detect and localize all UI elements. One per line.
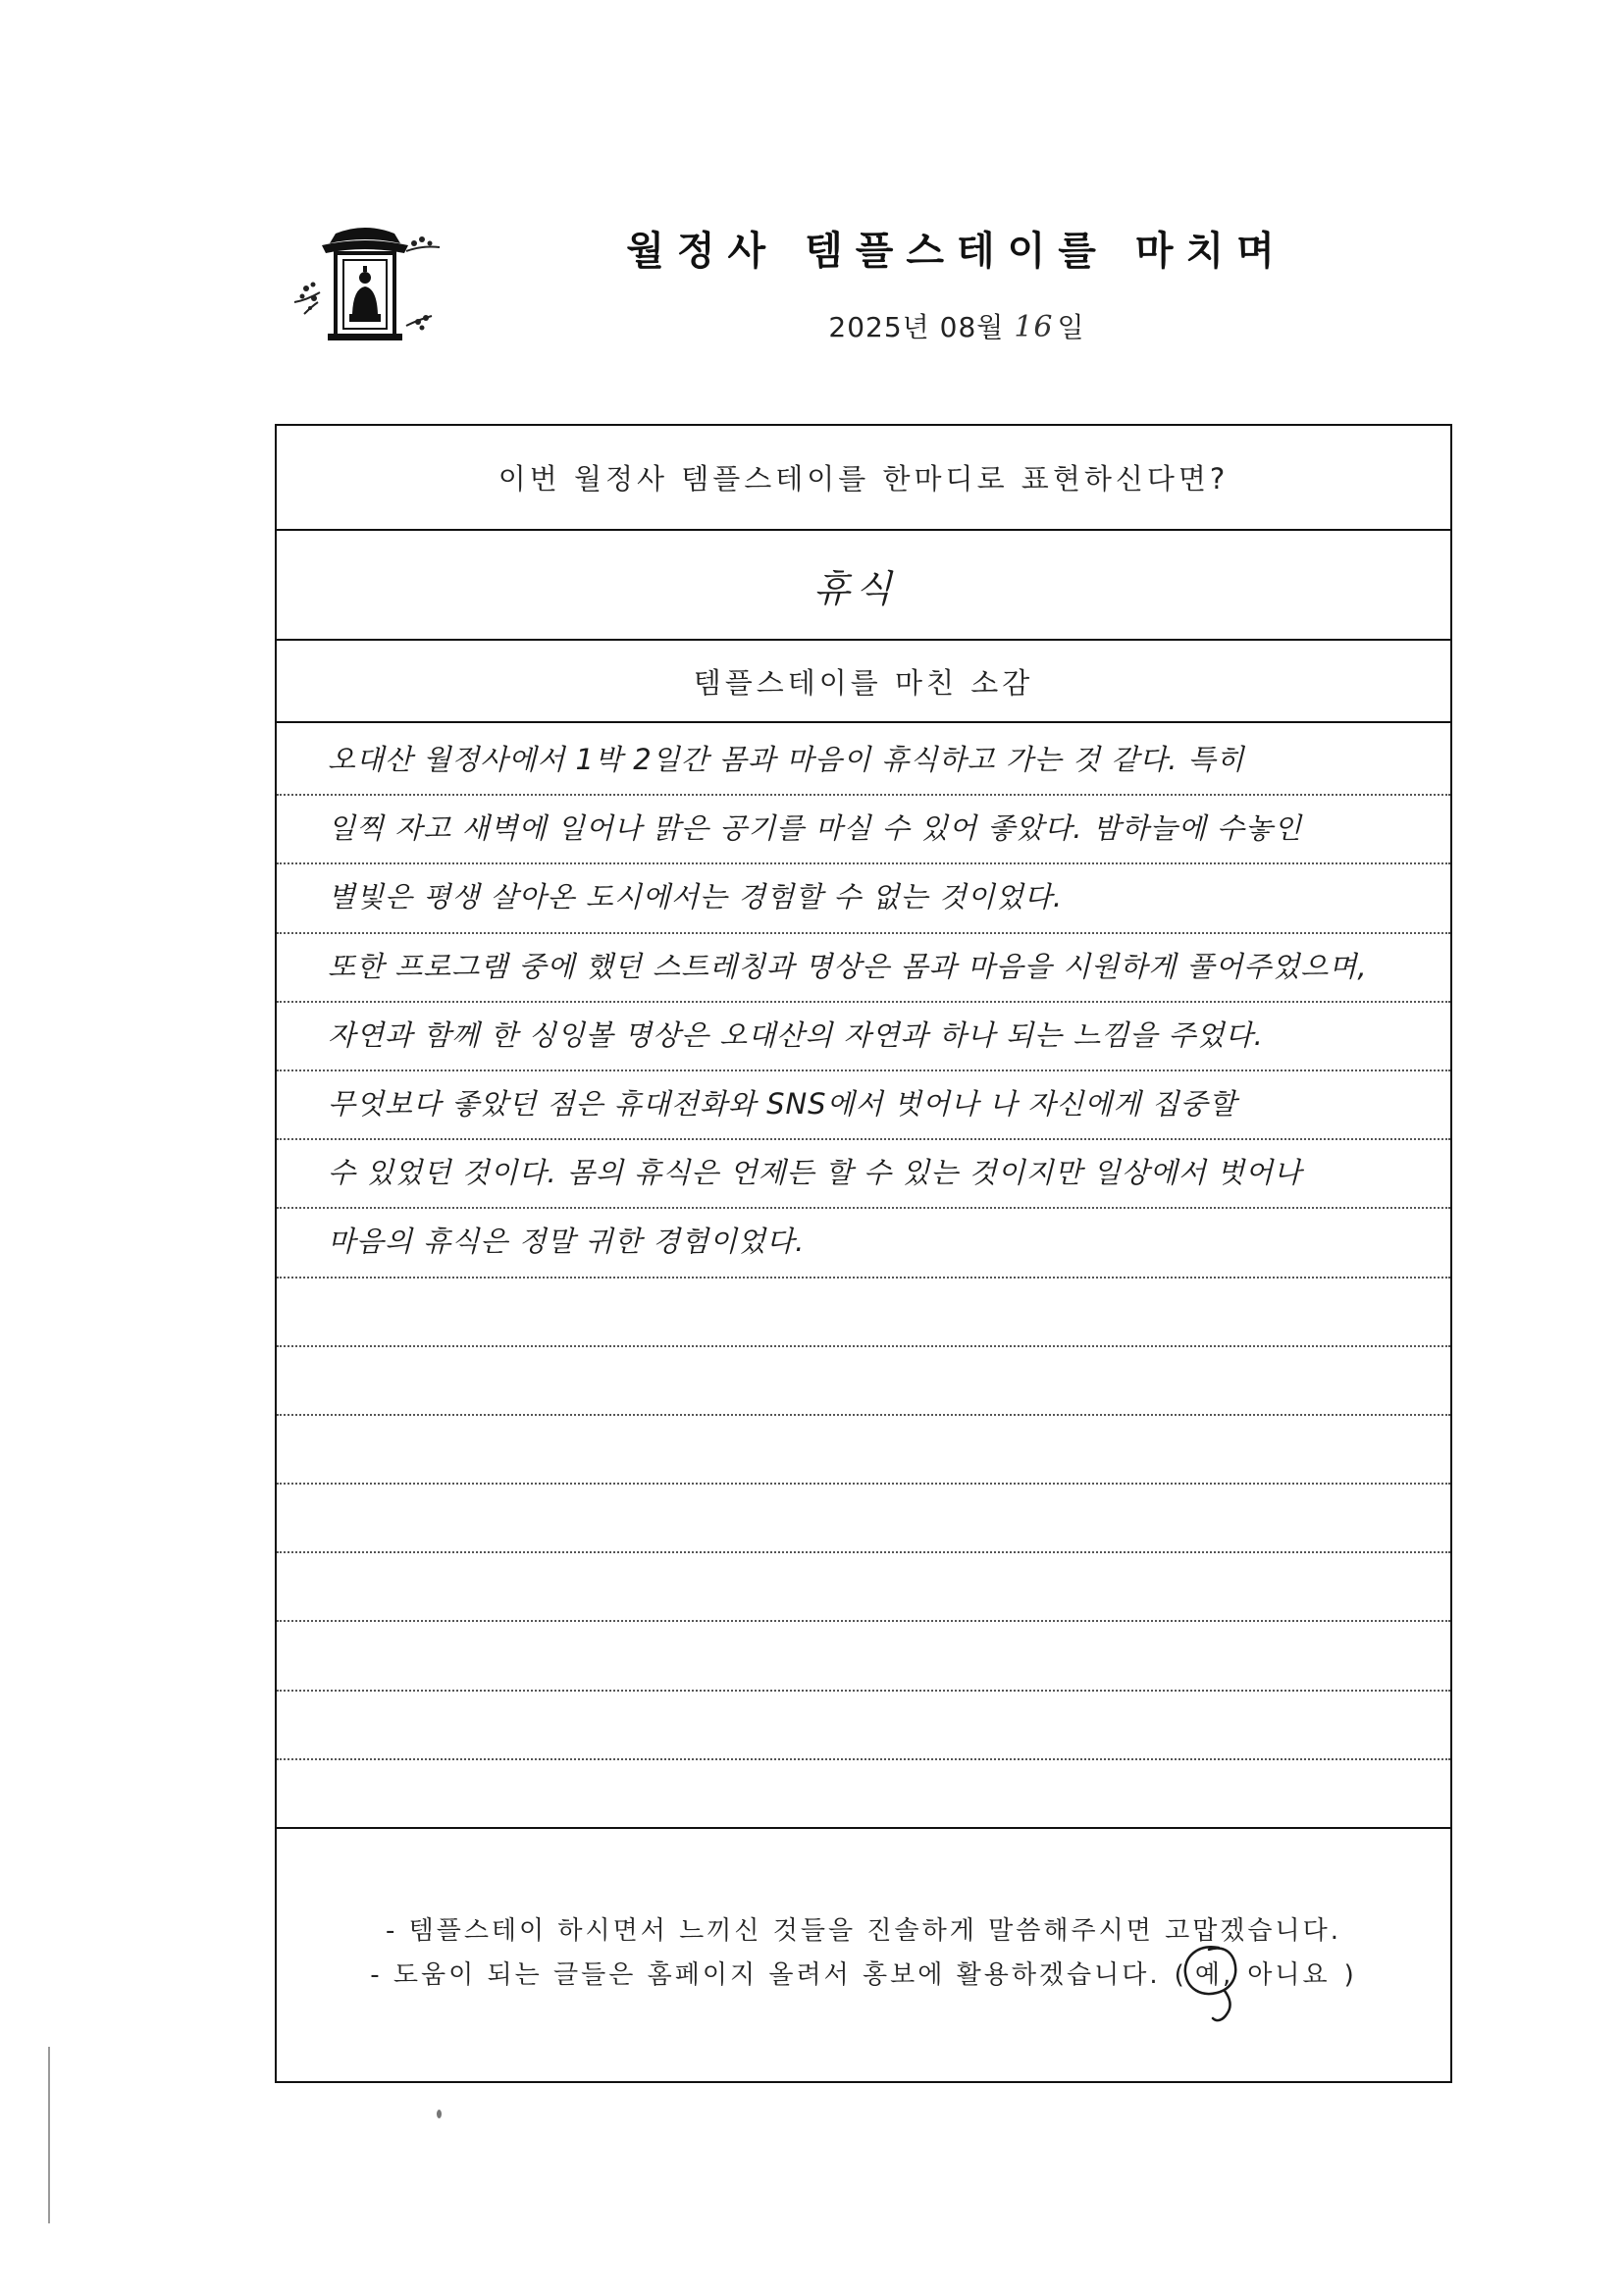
impression-line: 수 있었던 것이다. 몸의 휴식은 언제든 할 수 있는 것이지만 일상에서 벗어나 (277, 1140, 1450, 1209)
impression-line: 마음의 휴식은 정말 귀한 경험이었다. (277, 1209, 1450, 1278)
question-label: 이번 월정사 템플스테이를 한마디로 표현하신다면? (497, 462, 1230, 496)
option-yes (1195, 1954, 1223, 1998)
option-no-label: 아니요 (1247, 1960, 1331, 1990)
close-paren: ) (1343, 1960, 1357, 1990)
hand-drawn-circle-mark (1179, 1944, 1244, 2026)
impression-line: 오대산 월정사에서 1박 2일간 몸과 마음이 휴식하고 가는 것 같다. 특히 (277, 727, 1450, 796)
impression-line: 일찍 자고 새벽에 일어나 맑은 공기를 마실 수 있어 좋았다. 밤하늘에 수놓인 (277, 796, 1450, 864)
consent-text: - 도움이 되는 글들은 홈페이지 올려서 홍보에 활용하겠습니다. (370, 1960, 1161, 1990)
impression-line: 무엇보다 좋았던 점은 휴대전화와 SNS에서 벗어나 나 자신에게 집중할 (277, 1071, 1450, 1140)
feedback-form (275, 424, 1452, 2083)
date-prefix: 2025년 08월 (828, 311, 1005, 343)
scan-mark (48, 2047, 50, 2223)
ruled-line-empty (277, 1278, 1450, 1347)
ruled-line-empty (277, 1485, 1450, 1553)
ruled-line-empty (277, 1692, 1450, 1760)
ruled-line-empty (277, 1347, 1450, 1416)
option-separator: , (1222, 1960, 1234, 1990)
temple-seal-icon (285, 224, 446, 346)
answer-row (277, 531, 1450, 641)
ruled-line-empty (277, 1622, 1450, 1691)
temple-seal-graphic (285, 224, 446, 346)
open-paren: ( (1174, 1960, 1187, 1990)
ruled-line-empty (277, 1553, 1450, 1622)
answer-handwritten: 휴식 (813, 566, 898, 610)
form-footer (277, 1829, 1450, 2081)
date-line (550, 308, 1364, 347)
date-day-handwritten: 16 (1014, 310, 1054, 344)
consent-line (277, 1954, 1450, 1998)
ruled-line-empty (277, 1416, 1450, 1485)
impression-line: 자연과 함께 한 싱잉볼 명상은 오대산의 자연과 하나 되는 느낌을 주었다. (277, 1003, 1450, 1071)
question-row (277, 426, 1450, 531)
impression-line: 별빛은 평생 살아온 도시에서는 경험할 수 없는 것이었다. (277, 864, 1450, 933)
option-yes-label: 예 (1194, 1960, 1223, 1990)
impression-line: 또한 프로그램 중에 했던 스트레칭과 명상은 몸과 마음을 시원하게 풀어주었으며, (277, 934, 1450, 1003)
page-title: 월정사 템플스테이를 마치며 (626, 229, 1287, 274)
impressions-ruled-area (277, 723, 1450, 1829)
impressions-heading: 템플스테이를 마친 소감 (693, 665, 1034, 700)
section-divider-line (277, 1760, 1450, 1829)
page-header (550, 226, 1364, 347)
footer-note: - 템플스테이 하시면서 느끼신 것들을 진솔하게 말씀해주시면 고맙겠습니다. (385, 1916, 1342, 1946)
scan-mark (437, 2110, 442, 2118)
date-suffix: 일 (1057, 311, 1085, 343)
impressions-heading-row (277, 641, 1450, 723)
